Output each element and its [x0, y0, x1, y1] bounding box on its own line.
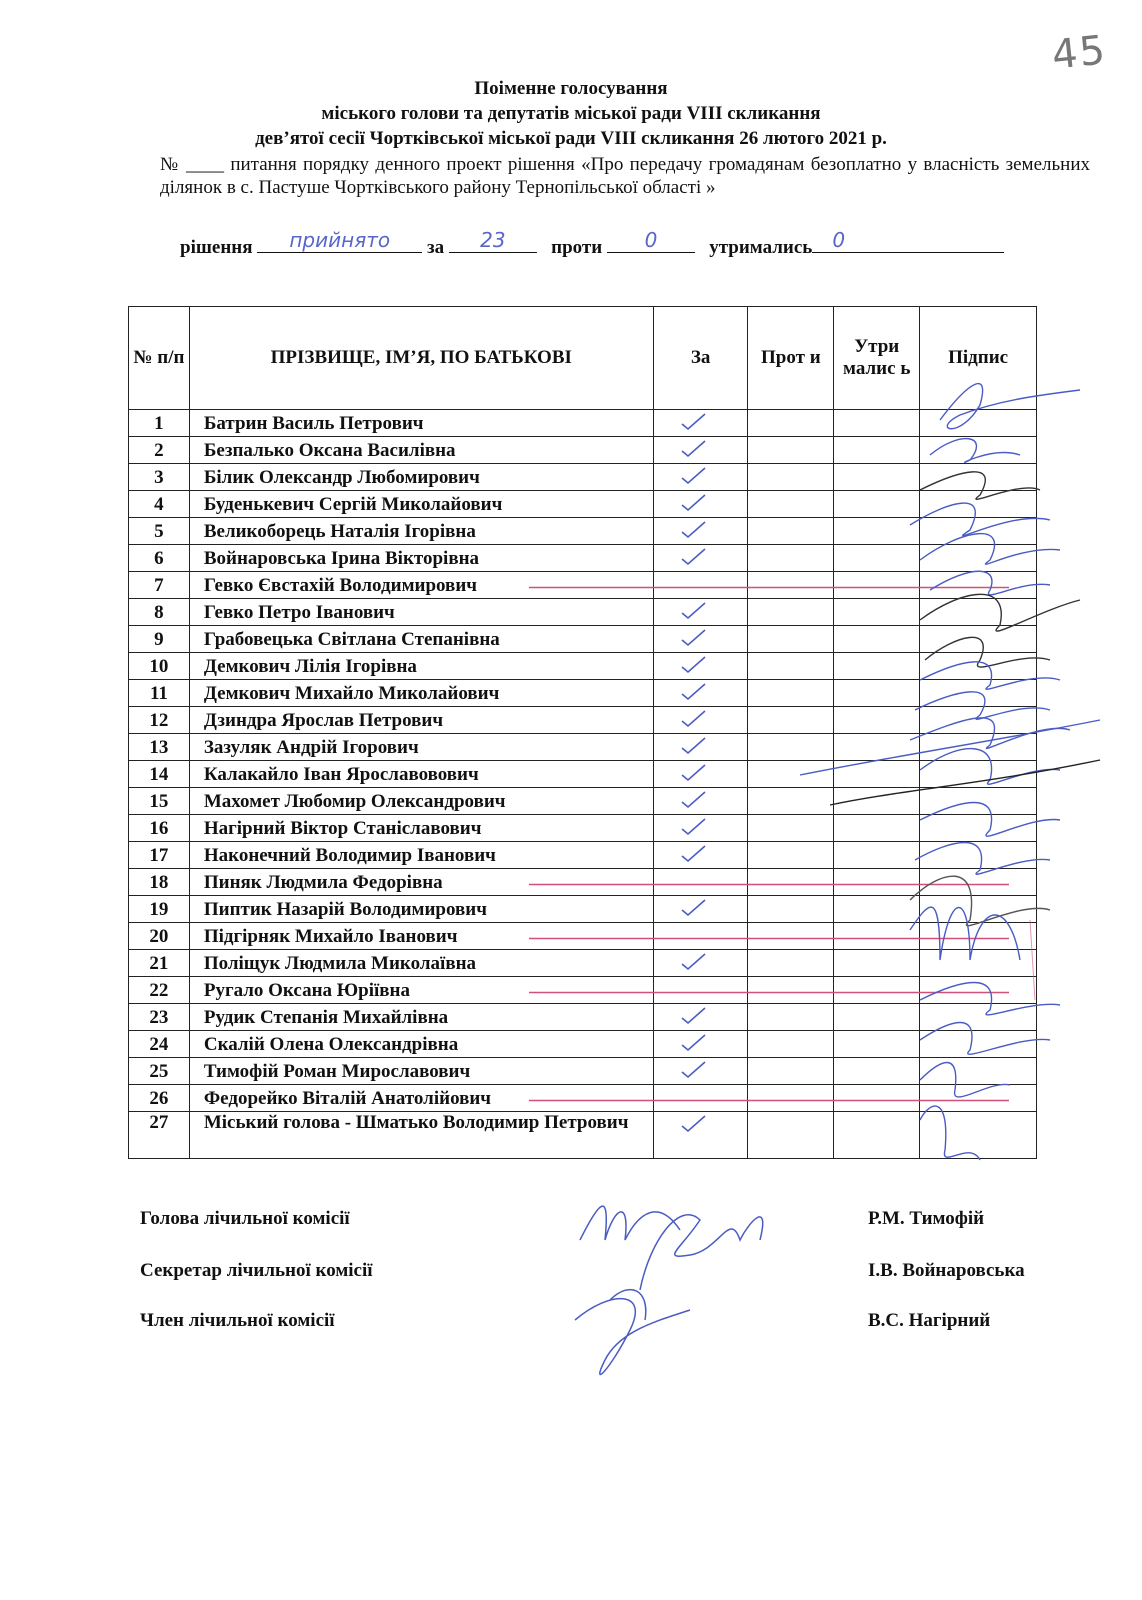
- header-against: Прот и: [748, 307, 834, 410]
- document-subtitle: міського голови та депутатів міської ради VIII скликання: [321, 103, 821, 124]
- vote-against-cell: [748, 1004, 834, 1031]
- agenda-subject: № ____ питання порядку денного проект рішення «Про передачу громадянам безоплатно у власність земельних ділянок в с. Пастуше Чортківського району Тернопільської області »: [160, 154, 1090, 198]
- checkmark-icon: [678, 1033, 708, 1053]
- row-number: 1: [129, 410, 190, 437]
- checkmark-icon: [678, 466, 708, 486]
- for-count-handwritten: 23: [480, 228, 506, 252]
- checkmark-icon: [678, 682, 708, 702]
- vote-against-cell: [748, 599, 834, 626]
- row-name: Міський голова - Шматько Володимир Петрович: [189, 1112, 653, 1159]
- vote-for-cell: [653, 1058, 748, 1085]
- abstain-label: утримались: [709, 237, 813, 258]
- vote-for-cell: [653, 653, 748, 680]
- vote-against-cell: [748, 572, 834, 599]
- row-name: Наконечний Володимир Іванович: [189, 842, 653, 869]
- row-number: 4: [129, 491, 190, 518]
- vote-for-cell: [653, 869, 748, 896]
- row-number: 18: [129, 869, 190, 896]
- vote-against-cell: [748, 869, 834, 896]
- secretary-name: І.В. Войнаровська: [868, 1260, 1025, 1281]
- row-number: 10: [129, 653, 190, 680]
- vote-for-cell: [653, 680, 748, 707]
- row-name: Пиптик Назарій Володимирович: [189, 896, 653, 923]
- vote-for-cell: [653, 410, 748, 437]
- vote-for-cell: [653, 572, 748, 599]
- vote-against-cell: [748, 410, 834, 437]
- checkmark-icon: [678, 898, 708, 918]
- decision-result-handwritten: прийнято: [289, 228, 391, 252]
- decision-line: [180, 228, 1004, 259]
- row-number: 27: [129, 1112, 190, 1159]
- row-name: Гевко Євстахій Володимирович: [189, 572, 653, 599]
- vote-for-cell: [653, 788, 748, 815]
- abstain-count-field: [812, 228, 1004, 253]
- row-number: 6: [129, 545, 190, 572]
- row-name: Безпалько Оксана Василівна: [189, 437, 653, 464]
- vote-for-cell: [653, 950, 748, 977]
- checkmark-icon: [678, 709, 708, 729]
- vote-against-cell: [748, 1112, 834, 1159]
- row-name: Грабовецька Світлана Степанівна: [189, 626, 653, 653]
- member-label: Член лічильної комісії: [140, 1310, 335, 1331]
- row-number: 14: [129, 761, 190, 788]
- row-name: Батрин Василь Петрович: [189, 410, 653, 437]
- against-count-field: [607, 228, 695, 253]
- secretary-label: Секретар лічильної комісії: [140, 1260, 373, 1281]
- vote-against-cell: [748, 896, 834, 923]
- vote-against-cell: [748, 950, 834, 977]
- for-count-field: [449, 228, 537, 253]
- row-name: Федорейко Віталій Анатолійович: [189, 1085, 653, 1112]
- row-number: 24: [129, 1031, 190, 1058]
- row-name: Демкович Лілія Ігорівна: [189, 653, 653, 680]
- against-label: проти: [551, 237, 603, 258]
- vote-for-cell: [653, 896, 748, 923]
- vote-against-cell: [748, 815, 834, 842]
- vote-against-cell: [748, 626, 834, 653]
- vote-for-cell: [653, 1004, 748, 1031]
- row-number: 23: [129, 1004, 190, 1031]
- row-number: 8: [129, 599, 190, 626]
- vote-against-cell: [748, 923, 834, 950]
- row-name: Зазуляк Андрій Ігорович: [189, 734, 653, 761]
- row-name: Підгірняк Михайло Іванович: [189, 923, 653, 950]
- document-title: Поіменне голосування: [474, 78, 668, 99]
- checkmark-icon: [678, 817, 708, 837]
- row-name: Скалій Олена Олександрівна: [189, 1031, 653, 1058]
- vote-against-cell: [748, 842, 834, 869]
- vote-for-cell: [653, 842, 748, 869]
- vote-for-cell: [653, 761, 748, 788]
- checkmark-icon: [678, 790, 708, 810]
- row-number: 2: [129, 437, 190, 464]
- row-number: 26: [129, 1085, 190, 1112]
- checkmark-icon: [678, 1060, 708, 1080]
- vote-for-cell: [653, 599, 748, 626]
- checkmark-icon: [678, 601, 708, 621]
- vote-against-cell: [748, 437, 834, 464]
- vote-against-cell: [748, 545, 834, 572]
- row-number: 9: [129, 626, 190, 653]
- row-name: Демкович Михайло Миколайович: [189, 680, 653, 707]
- header-num: № п/п: [129, 307, 190, 410]
- row-number: 22: [129, 977, 190, 1004]
- member-name: В.С. Нагірний: [868, 1310, 991, 1331]
- vote-for-cell: [653, 491, 748, 518]
- row-number: 7: [129, 572, 190, 599]
- commission-signatures-icon: [570, 1180, 790, 1400]
- vote-against-cell: [748, 1058, 834, 1085]
- decision-result-field: [257, 228, 422, 253]
- row-name: Поліщук Людмила Миколаївна: [189, 950, 653, 977]
- header-name: ПРІЗВИЩЕ, ІМ’Я, ПО БАТЬКОВІ: [189, 307, 653, 410]
- row-name: Буденькевич Сергій Миколайович: [189, 491, 653, 518]
- vote-for-cell: [653, 437, 748, 464]
- header-for: За: [653, 307, 748, 410]
- row-number: 12: [129, 707, 190, 734]
- decision-label: рішення: [180, 237, 253, 258]
- row-number: 17: [129, 842, 190, 869]
- vote-for-cell: [653, 1031, 748, 1058]
- vote-against-cell: [748, 734, 834, 761]
- abstain-count-handwritten: 0: [832, 228, 846, 252]
- chair-label: Голова лічильної комісії: [140, 1208, 350, 1229]
- vote-for-cell: [653, 545, 748, 572]
- checkmark-icon: [678, 655, 708, 675]
- checkmark-icon: [678, 1006, 708, 1026]
- vote-for-cell: [653, 518, 748, 545]
- vote-for-cell: [653, 923, 748, 950]
- vote-for-cell: [653, 464, 748, 491]
- row-number: 16: [129, 815, 190, 842]
- row-number: 15: [129, 788, 190, 815]
- row-name: Нагірний Віктор Станіславович: [189, 815, 653, 842]
- checkmark-icon: [678, 520, 708, 540]
- chair-name: Р.М. Тимофій: [868, 1208, 985, 1229]
- vote-against-cell: [748, 1085, 834, 1112]
- row-name: Махомет Любомир Олександрович: [189, 788, 653, 815]
- row-number: 11: [129, 680, 190, 707]
- checkmark-icon: [678, 1114, 708, 1134]
- deputy-signatures-icon: [900, 360, 1100, 1200]
- vote-against-cell: [748, 977, 834, 1004]
- row-name: Великоборець Наталія Ігорівна: [189, 518, 653, 545]
- row-name: Рудик Степанія Михайлівна: [189, 1004, 653, 1031]
- checkmark-icon: [678, 439, 708, 459]
- checkmark-icon: [678, 736, 708, 756]
- header-signature: Підпис: [920, 307, 1037, 410]
- checkmark-icon: [678, 628, 708, 648]
- page-number: 45: [1049, 27, 1110, 79]
- vote-for-cell: [653, 707, 748, 734]
- session-line: дев’ятої сесії Чортківської міської ради VIII скликання 26 лютого 2021 р.: [255, 128, 887, 149]
- header-abstain: Утри малис ь: [834, 307, 920, 410]
- vote-against-cell: [748, 464, 834, 491]
- vote-for-cell: [653, 1112, 748, 1159]
- row-number: 20: [129, 923, 190, 950]
- row-number: 13: [129, 734, 190, 761]
- vote-against-cell: [748, 707, 834, 734]
- checkmark-icon: [678, 493, 708, 513]
- checkmark-icon: [678, 412, 708, 432]
- row-name: Пиняк Людмила Федорівна: [189, 869, 653, 896]
- checkmark-icon: [678, 844, 708, 864]
- row-name: Ругало Оксана Юріївна: [189, 977, 653, 1004]
- row-name: Білик Олександр Любомирович: [189, 464, 653, 491]
- against-count-handwritten: 0: [644, 228, 658, 252]
- row-name: Войнаровська Ірина Вікторівна: [189, 545, 653, 572]
- row-number: 19: [129, 896, 190, 923]
- vote-against-cell: [748, 1031, 834, 1058]
- row-name: Дзиндра Ярослав Петрович: [189, 707, 653, 734]
- vote-against-cell: [748, 761, 834, 788]
- vote-against-cell: [748, 788, 834, 815]
- for-label: за: [427, 237, 445, 258]
- vote-for-cell: [653, 977, 748, 1004]
- vote-against-cell: [748, 491, 834, 518]
- checkmark-icon: [678, 547, 708, 567]
- vote-against-cell: [748, 680, 834, 707]
- vote-for-cell: [653, 1085, 748, 1112]
- row-number: 21: [129, 950, 190, 977]
- vote-for-cell: [653, 626, 748, 653]
- vote-against-cell: [748, 653, 834, 680]
- row-name: Гевко Петро Іванович: [189, 599, 653, 626]
- row-name: Тимофій Роман Мирославович: [189, 1058, 653, 1085]
- row-name: Калакайло Іван Ярославовович: [189, 761, 653, 788]
- checkmark-icon: [678, 763, 708, 783]
- row-number: 25: [129, 1058, 190, 1085]
- row-number: 5: [129, 518, 190, 545]
- vote-against-cell: [748, 518, 834, 545]
- vote-for-cell: [653, 815, 748, 842]
- vote-for-cell: [653, 734, 748, 761]
- checkmark-icon: [678, 952, 708, 972]
- row-number: 3: [129, 464, 190, 491]
